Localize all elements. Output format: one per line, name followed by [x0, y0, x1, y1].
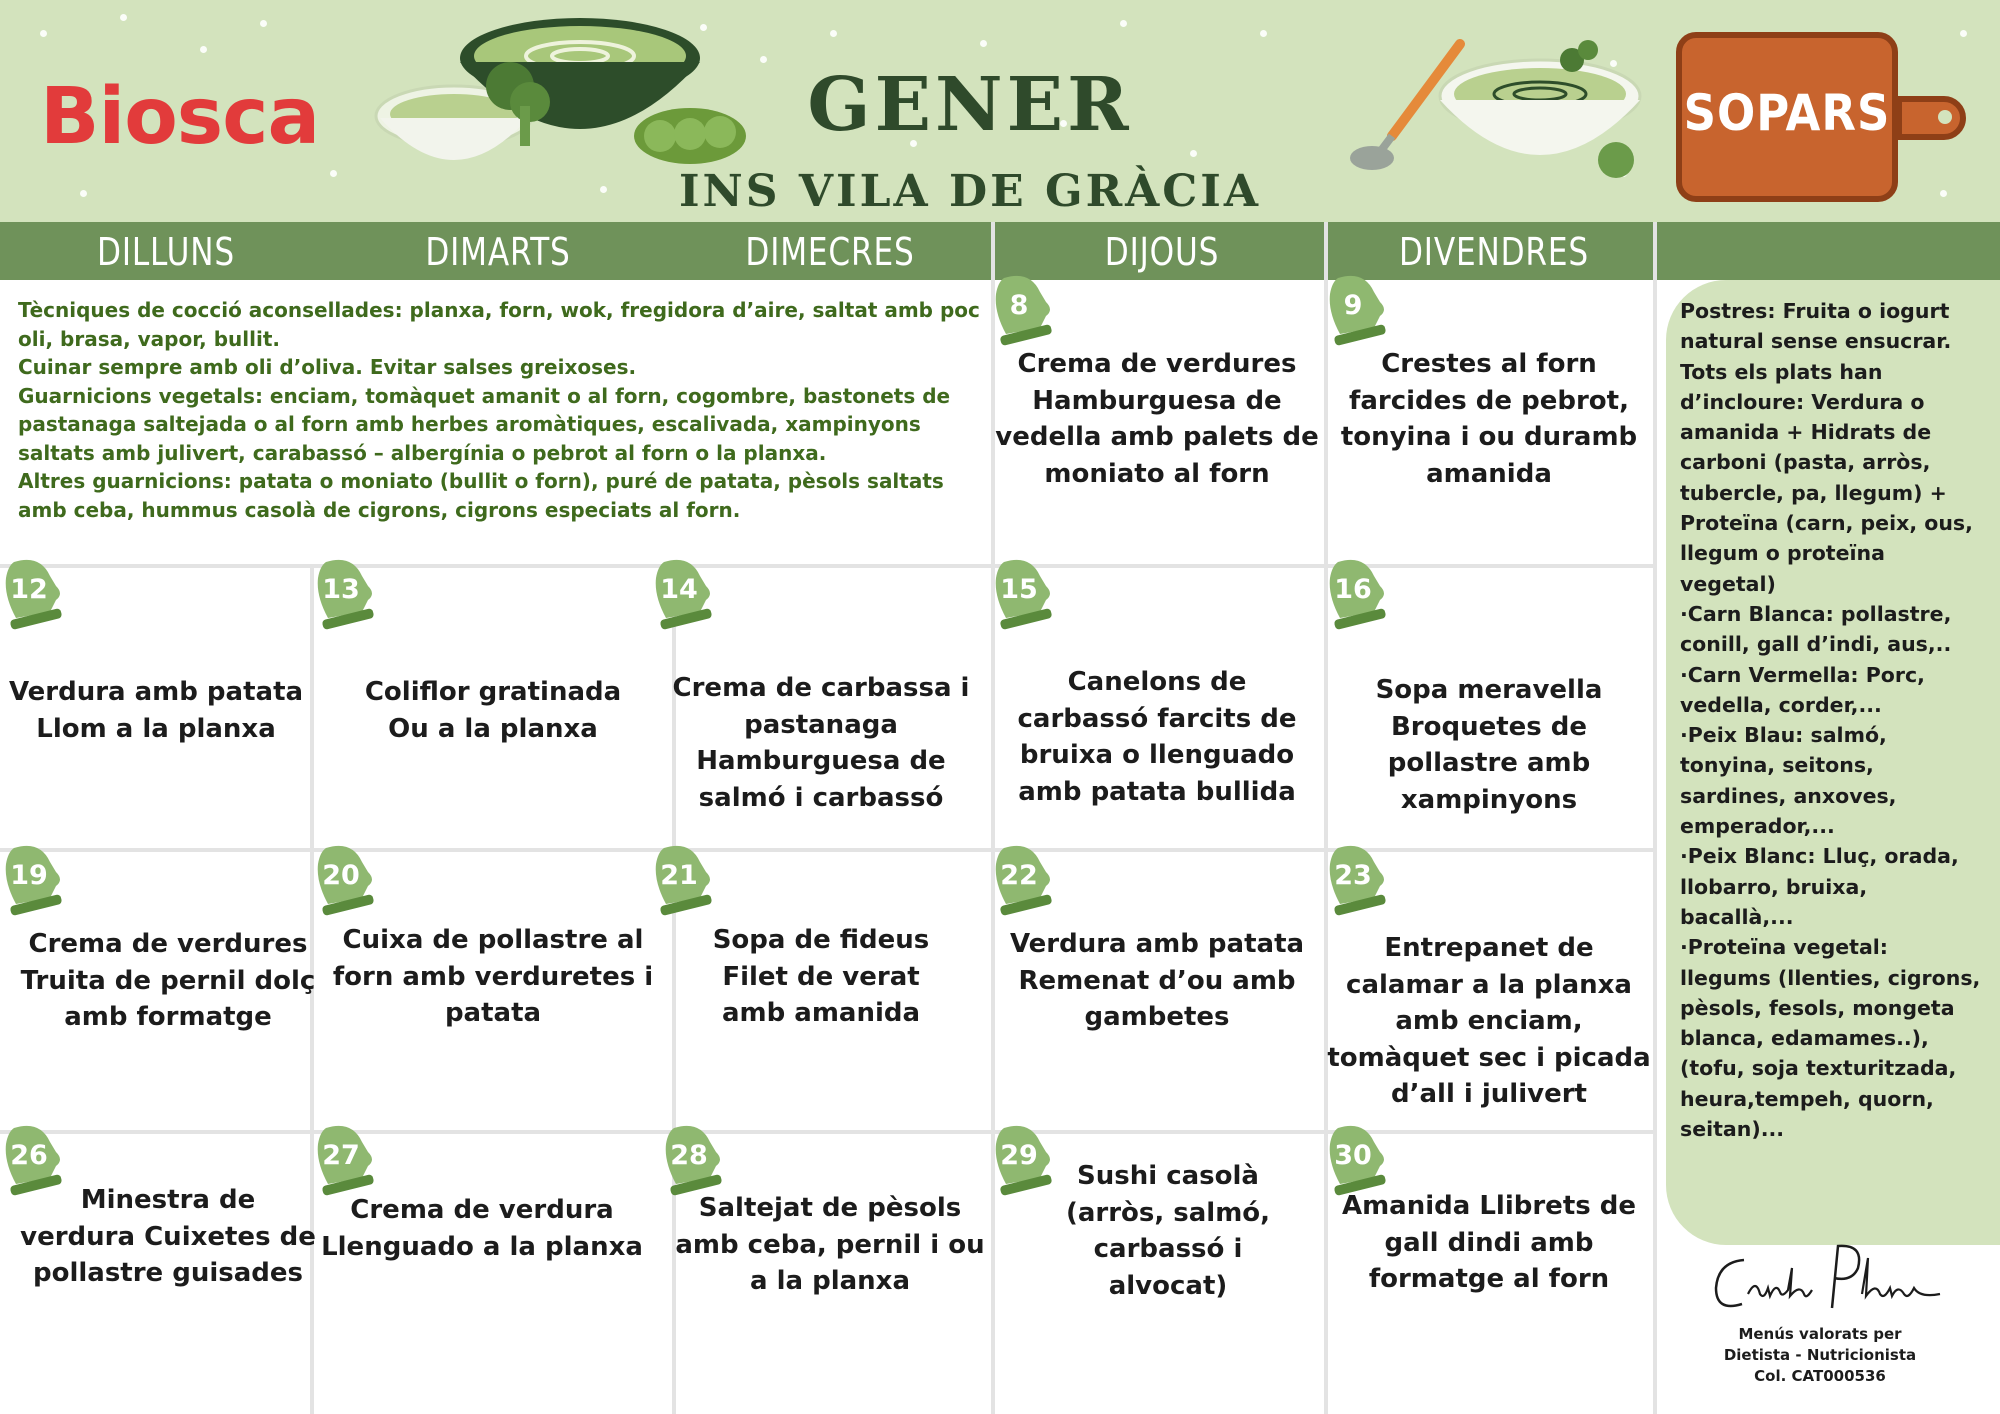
dish-text: Crema de verdura Llenguado a la planxa [321, 1195, 643, 1262]
sidebar-line: vegetal) [1680, 571, 1776, 596]
day-number: 16 [1334, 574, 1372, 605]
dish-text: Crestes al forn farcides de pebrot, tonyina i ou duramb amanida [1340, 349, 1638, 489]
menu-day-cell [650, 556, 992, 846]
day-number: 12 [10, 574, 48, 605]
menu-day-cell [0, 556, 312, 846]
cooking-notes [18, 296, 993, 524]
sidebar-line: llegum o proteïna [1680, 541, 1885, 566]
menu-day-cell [990, 272, 1324, 562]
sidebar-line: tonyina, seitons, [1680, 753, 1874, 778]
sidebar-line: tubercle, pa, llegum) + [1680, 480, 1947, 505]
dish-text: Sopa de fideus Filet de verat amb amanida [712, 925, 930, 1028]
menu-day-cell [312, 556, 674, 846]
dish-text: Cuixa de pollastre al forn amb verduretes i patata [332, 925, 654, 1028]
notes-paragraph: Guarnicions vegetals: enciam, tomàquet amanit o al forn, cogombre, bastonets de pastanaga saltejada o al forn amb herbes aromàtiques, escalivada, xampinyons saltats amb julivert, carabassó – albergínia o pebrot al forn o la planxa. [18, 383, 951, 465]
credit-line: Dietista - Nutricionista [1723, 1346, 1917, 1364]
cutting-board-hole [1938, 110, 1952, 124]
sidebar-line: ·Proteïna vegetal: [1680, 935, 1889, 960]
day-number: 30 [1334, 1140, 1372, 1171]
signature [1708, 1238, 1948, 1328]
sidebar-line: amanida + Hidrats de [1680, 420, 1932, 445]
day-number: 23 [1334, 860, 1372, 891]
sidebar-line: (tofu, soja texturitzada, [1680, 1056, 1957, 1081]
day-number: 9 [1343, 290, 1363, 321]
menu-day-cell [0, 842, 336, 1130]
notes-paragraph: Altres guarnicions: patata o moniato (bullit o forn), puré de patata, pèsols saltats amb ceba, hummus casolà de cigrons, cigrons especiats al forn. [18, 469, 944, 522]
dish-text: Verdura amb patata Llom a la planxa [8, 677, 304, 744]
credit-line: Col. CAT000536 [1754, 1367, 1886, 1385]
sidebar-line: ·Peix Blau: salmó, [1680, 723, 1887, 748]
dish-text: Sopa meravella Broquetes de pollastre amb xampinyons [1375, 675, 1603, 815]
weekday-thursday: DIJOUS [1104, 230, 1220, 274]
soup-bowl-icon [1320, 20, 1660, 190]
dish-text: Verdura amb patata Remenat d’ou amb gambetes [1009, 929, 1305, 1032]
sidebar-line: blanca, edamames..), [1680, 1026, 1929, 1051]
menu-type-label: SOPARS [1683, 84, 1891, 142]
sidebar-line: bacallà,... [1680, 904, 1794, 929]
day-number: 28 [670, 1140, 708, 1171]
nutrition-guidelines [1680, 296, 1990, 1144]
dish-text: Canelons de carbassó farcits de bruixa o llenguado amb patata bullida [1017, 667, 1297, 807]
day-number: 20 [322, 860, 360, 891]
sidebar-line: seitan)... [1680, 1117, 1785, 1142]
school-name: INS VILA DE GRÀCIA [678, 166, 1262, 217]
menu-day-cell [660, 1122, 1000, 1412]
day-number: 22 [1000, 860, 1038, 891]
menu-day-cell [312, 842, 674, 1130]
menu-day-cell [990, 842, 1324, 1130]
sidebar-line: natural sense ensucrar. [1680, 329, 1952, 354]
sidebar-line: d’incloure: Verdura o [1680, 389, 1925, 414]
dish-text: Crema de verdures Hamburguesa de vedella amb palets de moniato al forn [995, 349, 1319, 489]
sidebar-line: emperador,... [1680, 814, 1835, 839]
day-number: 26 [10, 1140, 48, 1171]
dish-text: Coliflor gratinada Ou a la planxa [364, 677, 622, 744]
day-number: 13 [322, 574, 360, 605]
sidebar-line: pèsols, fesols, mongeta [1680, 995, 1955, 1020]
menu-month: GENER [807, 62, 1133, 148]
menu-day-cell [1324, 842, 1654, 1130]
menu-day-cell [990, 556, 1324, 846]
sidebar-line: sardines, anxoves, [1680, 783, 1897, 808]
sidebar-line: carboni (pasta, arròs, [1680, 450, 1931, 475]
cutting-board-handle [1896, 96, 1966, 140]
menu-day-cell [312, 1122, 652, 1412]
day-number: 15 [1000, 574, 1038, 605]
menu-day-cell [1324, 272, 1654, 562]
sidebar-line: llegums (llenties, cigrons, [1680, 965, 1981, 990]
weekday-friday: DIVENDRES [1398, 230, 1589, 274]
dish-text: Entrepanet de calamar a la planxa amb enciam, tomàquet sec i picada d’all i julivert [1327, 933, 1651, 1109]
menu-day-cell [990, 1122, 1324, 1412]
day-number: 14 [660, 574, 698, 605]
notes-paragraph: Tècniques de cocció aconsellades: planxa, forn, wok, fregidora d’aire, saltat amb poc oli, brasa, vapor, bullit. [18, 298, 980, 351]
day-number: 8 [1009, 290, 1029, 321]
credit-line: Menús valorats per [1738, 1325, 1902, 1343]
weekday-wednesday: DIMECRES [745, 230, 915, 274]
day-number: 29 [1000, 1140, 1038, 1171]
sidebar-line: Postres: Fruita o iogurt [1680, 299, 1950, 323]
sidebar-line: Tots els plats han [1680, 359, 1883, 384]
sidebar-line: ·Carn Blanca: pollastre, [1680, 601, 1952, 626]
sidebar-line: conill, gall d’indi, aus,.. [1680, 632, 1952, 657]
dish-text: Crema de verdures Truita de pernil dolç amb formatge [20, 929, 316, 1032]
weekday-monday: DILLUNS [97, 230, 235, 274]
sidebar-line: Proteïna (carn, peix, ous, [1680, 511, 1973, 536]
menu-day-cell [0, 1122, 336, 1412]
dish-text: Amanida Llibrets de gall dindi amb formatge al forn [1341, 1191, 1637, 1294]
menu-day-cell [1324, 556, 1654, 846]
menu-day-cell [1324, 1122, 1654, 1412]
dish-text: Crema de carbassa i pastanaga Hamburguesa de salmó i carbassó [672, 673, 970, 813]
menu-day-cell [650, 842, 992, 1130]
day-number: 27 [322, 1140, 360, 1171]
sidebar-line: heura,tempeh, quorn, [1680, 1086, 1934, 1111]
sidebar-line: llobarro, bruixa, [1680, 874, 1868, 899]
sidebar-line: ·Carn Vermella: Porc, [1680, 662, 1925, 687]
day-number: 21 [660, 860, 698, 891]
day-number: 19 [10, 860, 48, 891]
dish-text: Saltejat de pèsols amb ceba, pernil i ou a la planxa [675, 1193, 985, 1296]
dish-text: Sushi casolà (arròs, salmó, carbassó i alvocat) [1065, 1161, 1271, 1301]
weekday-tuesday: DIMARTS [425, 230, 571, 274]
dish-text: Minestra de verdura Cuixetes de pollastre guisades [20, 1185, 316, 1288]
brand-logo: Biosca [40, 72, 320, 162]
sidebar-line: ·Peix Blanc: Lluç, orada, [1680, 844, 1959, 869]
sidebar-line: vedella, corder,... [1680, 692, 1882, 717]
notes-paragraph: Cuinar sempre amb oli d’oliva. Evitar salses greixoses. [18, 355, 637, 379]
